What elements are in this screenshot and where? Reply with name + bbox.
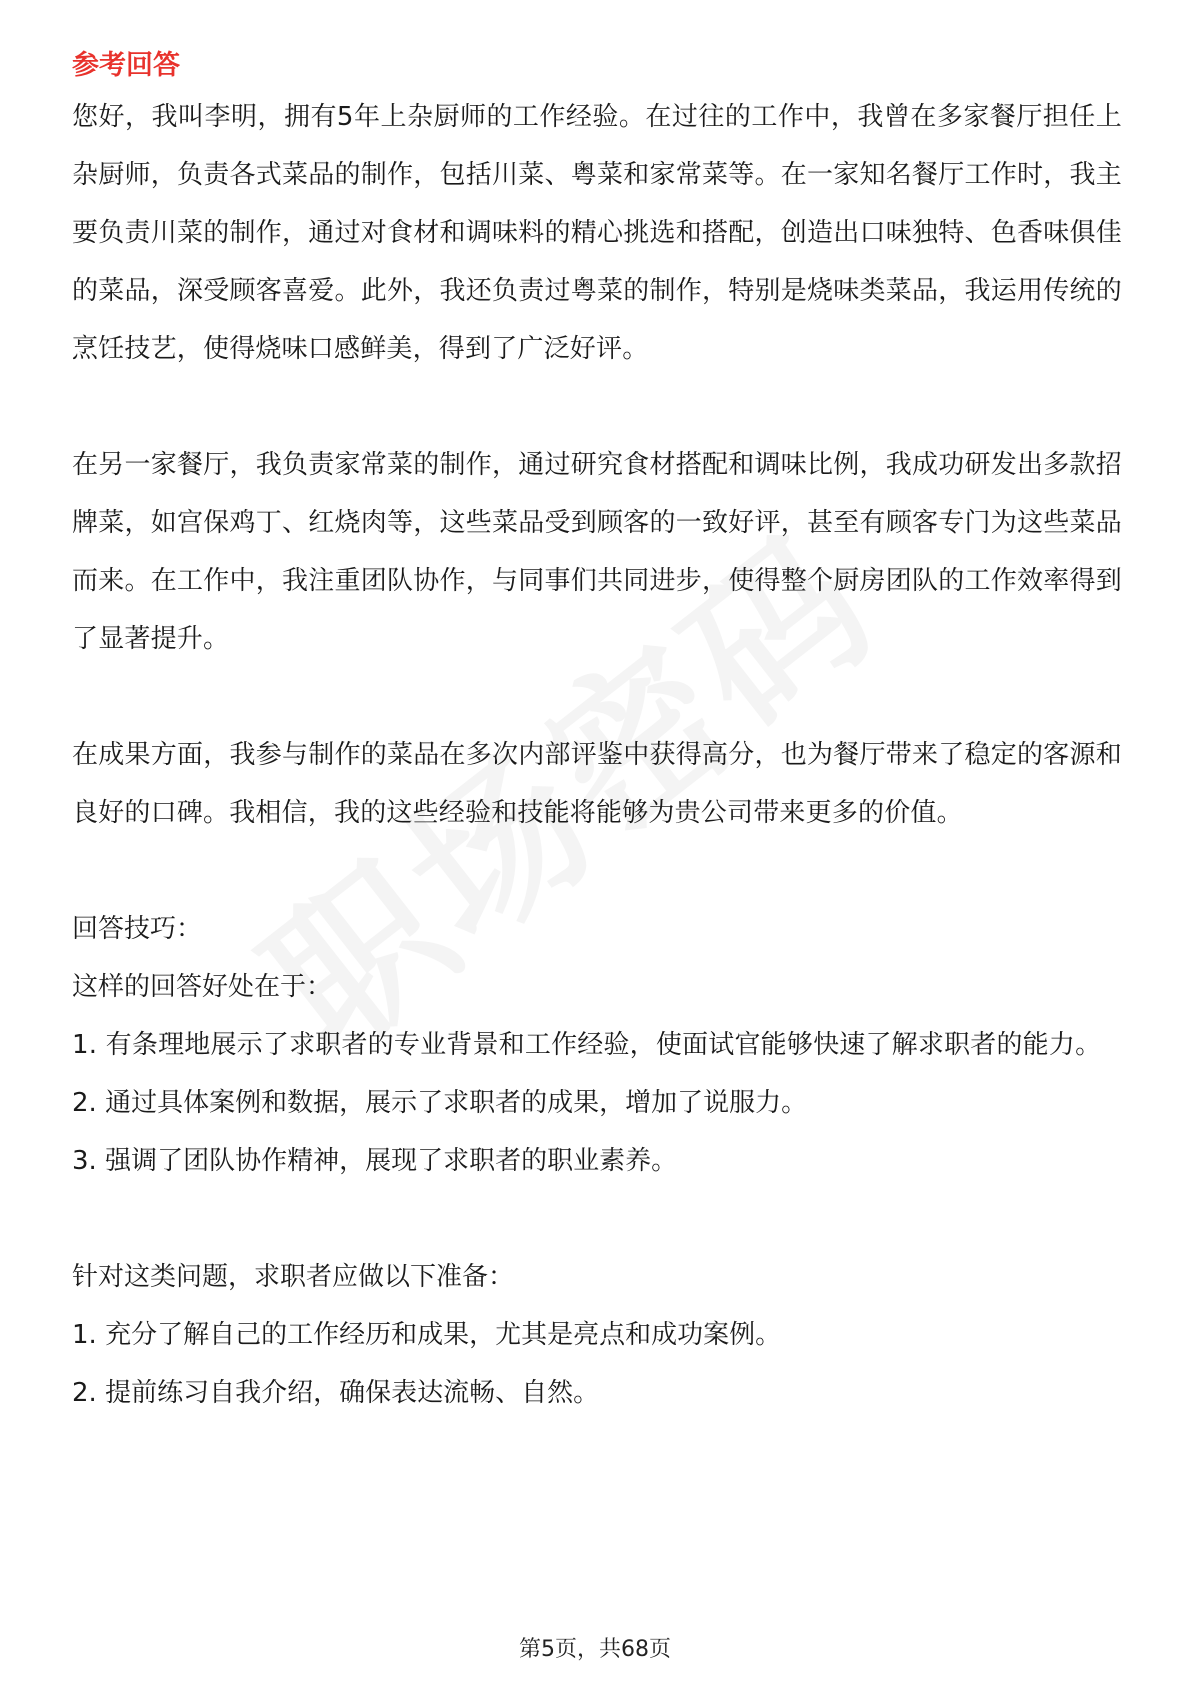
tips-item-2: 2. 通过具体案例和数据，展示了求职者的成果，增加了说服力。 (72, 1088, 808, 1118)
prep-item-1: 1. 充分了解自己的工作经历和成果，尤其是亮点和成功案例。 (72, 1320, 782, 1350)
answer-paragraph-1: 您好，我叫李明，拥有5年上杂厨师的工作经验。在过往的工作中，我曾在多家餐厅担任上杂厨师，负责各式菜品的制作，包括川菜、粤菜和家常菜等。在一家知名餐厅工作时，我主要负责川菜的制作，通过对食材和调味料的精心挑选和搭配，创造出口味独特、色香味俱佳的菜品，深受顾客喜爱。此外，我还负责过粤菜的制作，特别是烧味类菜品，我运用传统的烹饪技艺，使得烧味口感鲜美，得到了广泛好评。 (72, 102, 1122, 364)
page-number: 第5页，共68页 (519, 1637, 671, 1662)
section-title: 参考回答 (72, 50, 180, 81)
prep-intro: 针对这类问题，求职者应做以下准备： (72, 1262, 515, 1292)
answer-paragraph-2: 在另一家餐厅，我负责家常菜的制作，通过研究食材搭配和调味比例，我成功研发出多款招牌菜，如宫保鸡丁、红烧肉等，这些菜品受到顾客的一致好评，甚至有顾客专门为这些菜品而来。在工作中，我注重团队协作，与同事们共同进步，使得整个厨房团队的工作效率得到了显著提升。 (72, 450, 1122, 654)
tips-intro: 这样的回答好处在于： (72, 972, 333, 1002)
content-area (72, 44, 1122, 1422)
tips-heading: 回答技巧： (72, 914, 203, 944)
prep-item-2: 2. 提前练习自我介绍，确保表达流畅、自然。 (72, 1378, 600, 1408)
answer-paragraph-3: 在成果方面，我参与制作的菜品在多次内部评鉴中获得高分，也为餐厅带来了稳定的客源和良好的口碑。我相信，我的这些经验和技能将能够为贵公司带来更多的价值。 (72, 740, 1122, 828)
tips-item-3: 3. 强调了团队协作精神，展现了求职者的职业素养。 (72, 1146, 678, 1176)
tips-item-1: 1. 有条理地展示了求职者的专业背景和工作经验，使面试官能够快速了解求职者的能力。 (72, 1030, 1102, 1060)
